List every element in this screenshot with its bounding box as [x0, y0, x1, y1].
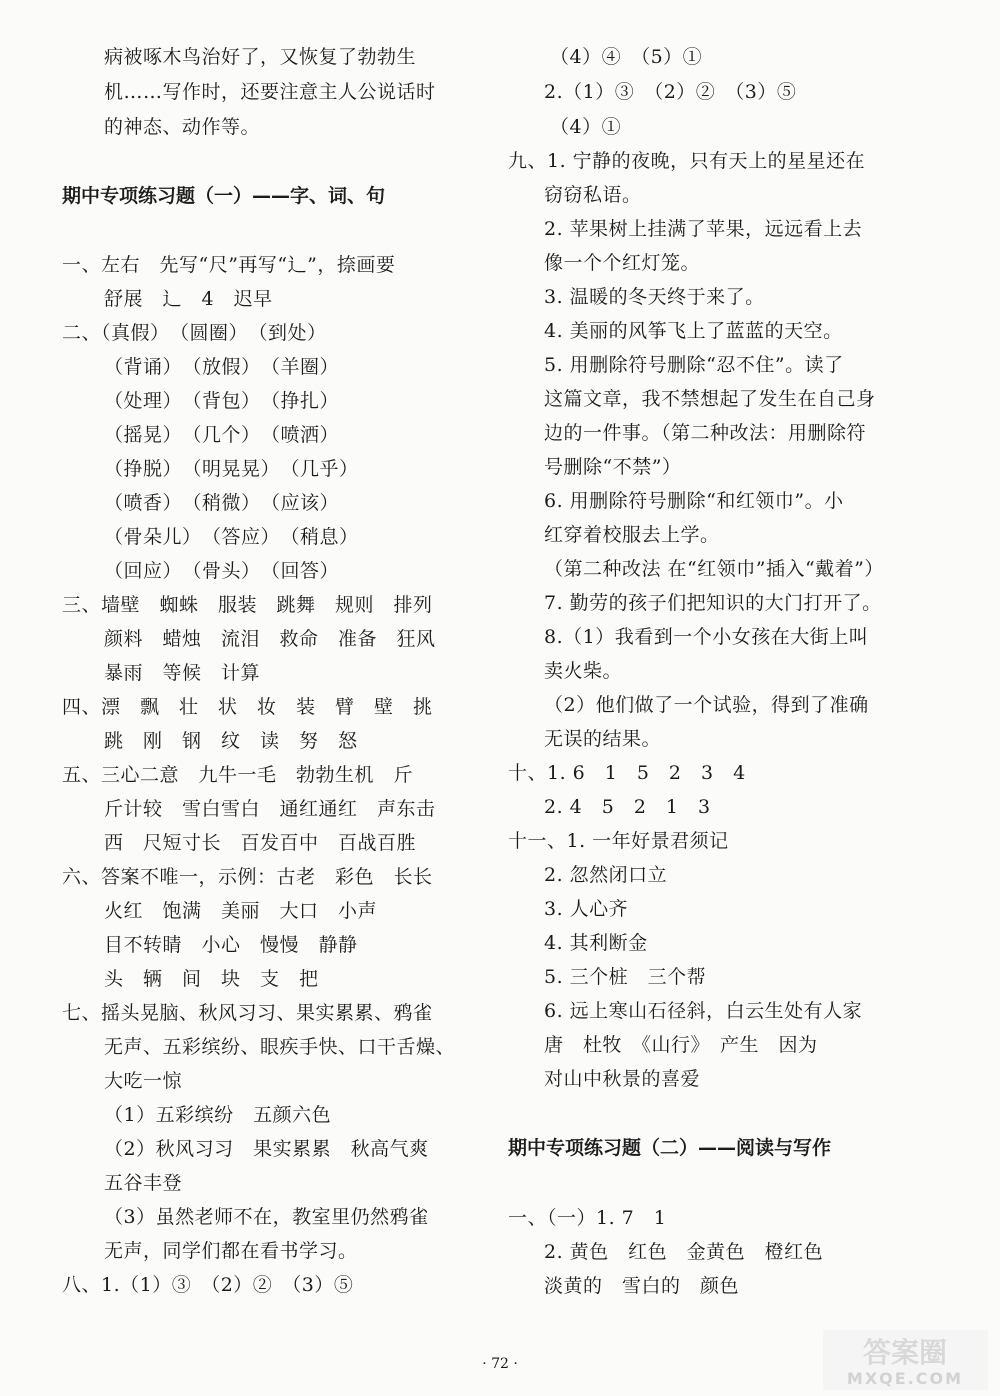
text-line: （4）①: [550, 116, 622, 138]
text-line: （摇晃） （几个） （喷洒）: [104, 424, 340, 446]
text-line: 四、漂 飘 壮 状 妆 装 臂 壁 挑: [62, 696, 433, 718]
text-line: 一、（一）1. 7 1: [508, 1207, 667, 1229]
text-line: （4）④ （5）①: [550, 46, 703, 68]
watermark-mark: 答案圈: [862, 1336, 948, 1369]
text-line: 这篇文章，我不禁想起了发生在自己身: [544, 388, 876, 410]
section-heading: 期中专项练习题（二）——阅读与写作: [508, 1137, 832, 1159]
text-line: 暴雨 等候 计算: [104, 662, 261, 684]
text-line: 像一个个红灯笼。: [544, 252, 701, 274]
text-line: 跳 刚 钢 纹 读 努 怒: [104, 730, 358, 752]
text-line: 2. 4 5 2 1 3: [544, 796, 711, 818]
text-line: 3. 人心齐: [544, 898, 629, 920]
text-line: （1）五彩缤纷 五颜六色: [104, 1104, 332, 1126]
text-line: 十、1. 6 1 5 2 3 4: [508, 762, 746, 784]
text-line: 3. 温暖的冬天终于来了。: [544, 286, 765, 308]
text-line: 5. 三个桩 三个帮: [544, 966, 707, 988]
text-line: （挣脱） （明晃晃） （几乎）: [104, 458, 359, 480]
text-line: 唐 杜牧 《山行》 产生 因为: [544, 1034, 818, 1056]
text-line: 六、答案不唯一，示例：古老 彩色 长长: [62, 866, 433, 888]
text-line: 5. 用删除符号删除“忍不住”。读了: [544, 354, 844, 376]
text-line: 五、三心二意 九牛一毛 勃勃生机 斤: [62, 764, 414, 786]
text-line: 斤计较 雪白雪白 通红通红 声东击: [104, 798, 436, 820]
text-line: 8.（1）我看到一个小女孩在大街上叫: [544, 626, 869, 648]
text-line: 二、（真假） （圆圈） （到处）: [62, 322, 327, 344]
text-line: （3）虽然老师不在，教室里仍然鸦雀: [104, 1206, 429, 1228]
text-line: （骨朵儿） （答应） （稍息）: [104, 526, 359, 548]
text-line: 对山中秋景的喜爱: [544, 1068, 701, 1090]
text-line: 五谷丰登: [104, 1172, 183, 1194]
text-line: 十一、1. 一年好景君须记: [508, 830, 729, 852]
text-line: 的神态、动作等。: [104, 116, 261, 138]
text-line: （第二种改法 在“红领巾”插入“戴着”）: [544, 558, 884, 580]
text-line: 7. 勤劳的孩子们把知识的大门打开了。: [544, 592, 882, 614]
text-line: （回应） （骨头） （回答）: [104, 560, 340, 582]
text-line: 头 辆 间 块 支 把: [104, 968, 319, 990]
text-line: 九、1. 宁静的夜晚，只有天上的星星还在: [508, 150, 866, 172]
text-line: 边的一件事。（第二种改法：用删除符: [544, 422, 867, 444]
text-line: 窃窃私语。: [544, 184, 642, 206]
text-line: 2.（1）③ （2）② （3）⑤: [544, 81, 797, 103]
text-line: 西 尺短寸长 百发百中 百战百胜: [104, 832, 417, 854]
text-line: 红穿着校服去上学。: [544, 524, 720, 546]
text-line: （2）他们做了一个试验，得到了准确: [544, 694, 869, 716]
page-number: · 72 ·: [482, 1356, 518, 1372]
text-line: 一、左右 先写“尺”再写“辶”，捺画要: [62, 254, 396, 276]
text-line: （2）秋风习习 果实累累 秋高气爽: [104, 1138, 429, 1160]
text-line: 大吃一惊: [104, 1070, 183, 1092]
text-line: 舒展 辶 4 迟早: [104, 288, 273, 310]
section-heading: 期中专项练习题（一）——字、词、句: [62, 185, 386, 207]
text-line: 无误的结果。: [544, 728, 662, 750]
text-line: 颜料 蜡烛 流泪 救命 准备 狂风: [104, 628, 436, 650]
text-line: 卖火柴。: [544, 660, 623, 682]
text-line: 三、墙壁 蜘蛛 服装 跳舞 规则 排列: [62, 594, 433, 616]
text-line: 七、摇头晃脑、秋风习习、果实累累、鸦雀: [62, 1002, 433, 1024]
text-line: 淡黄的 雪白的 颜色: [544, 1275, 740, 1297]
text-line: 号删除“不禁”）: [544, 456, 682, 478]
text-line: 病被啄木鸟治好了，又恢复了勃勃生: [104, 46, 417, 68]
text-line: （背诵） （放假） （羊圈）: [104, 356, 340, 378]
text-line: 6. 用删除符号删除“和红领巾”。小: [544, 490, 844, 512]
text-line: 八、1.（1）③ （2）② （3）⑤: [62, 1274, 354, 1296]
text-line: 机……写作时，还要注意主人公说话时: [104, 81, 436, 103]
text-line: 无声，同学们都在看书学习。: [104, 1240, 358, 1262]
text-line: 4. 美丽的风筝飞上了蓝蓝的天空。: [544, 320, 843, 342]
text-line: 2. 苹果树上挂满了苹果，远远看上去: [544, 218, 863, 240]
watermark-logo: [823, 1330, 988, 1390]
text-line: 目不转睛 小心 慢慢 静静: [104, 934, 358, 956]
text-line: 2. 黄色 红色 金黄色 橙红色: [544, 1241, 824, 1263]
text-line: 6. 远上寒山石径斜，白云生处有人家: [544, 1000, 863, 1022]
text-line: （喷香） （稍微） （应该）: [104, 492, 340, 514]
watermark-domain: MXQE.COM: [846, 1369, 964, 1388]
text-line: 火红 饱满 美丽 大口 小声: [104, 900, 378, 922]
text-line: 4. 其利断金: [544, 932, 648, 954]
text-line: 无声、五彩缤纷、眼疾手快、口干舌燥、: [104, 1036, 456, 1058]
text-line: （处理） （背包） （挣扎）: [104, 390, 340, 412]
text-line: 2. 忽然闭口立: [544, 864, 668, 886]
